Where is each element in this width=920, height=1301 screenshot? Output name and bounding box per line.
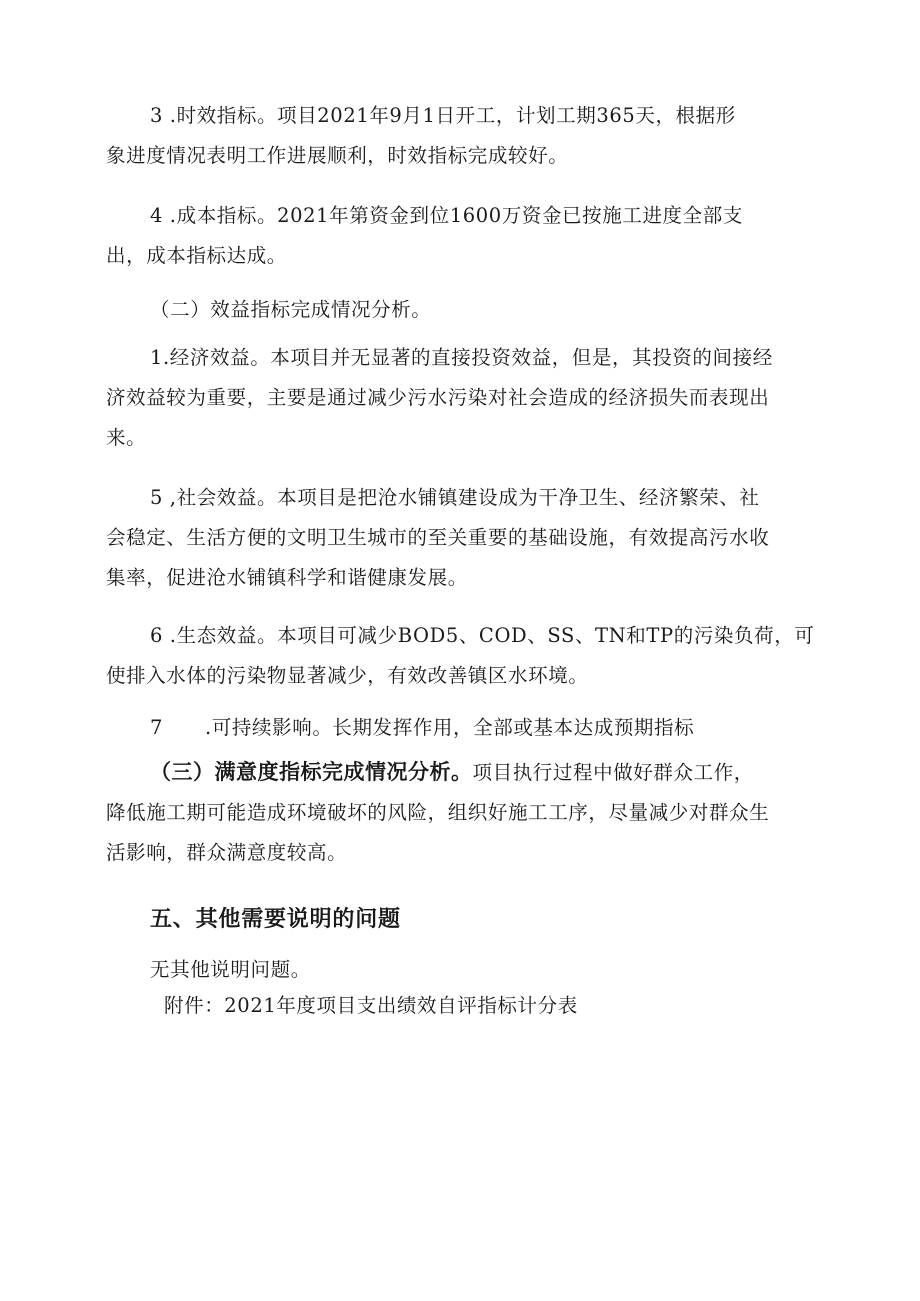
satisfaction-text: 项目执行过程中做好群众工作，	[472, 761, 754, 784]
paragraph-satisfaction	[106, 752, 818, 873]
paragraph-line: 活影响，群众满意度较高。	[106, 841, 348, 864]
paragraph-line: 降低施工期可能造成环境破坏的风险，组织好施工工序，尽量减少对群众生	[106, 801, 770, 824]
attachment-line: 附件：2021年度项目支出绩效自评指标计分表	[164, 994, 578, 1017]
paragraph-cost	[106, 196, 818, 276]
paragraph-line: .可持续影响。长期发挥作用，全部或基本达成预期指标	[205, 716, 695, 739]
paragraph-line: 象进度情况表明工作进展顺利，时效指标完成较好。	[106, 144, 569, 167]
paragraph-line	[150, 752, 818, 793]
paragraph-ecological-benefit	[106, 616, 818, 696]
paragraph-sustainability	[150, 708, 694, 748]
paragraph-line: 使排入水体的污染物显著减少，有效改善镇区水环境。	[106, 664, 589, 687]
paragraph-line: 6 .生态效益。本项目可减少BOD5、COD、SS、TN和TP的污染负荷，可	[150, 624, 815, 647]
paragraph-line: 济效益较为重要，主要是通过减少污水污染对社会造成的经济损失而表现出	[106, 386, 770, 409]
paragraph-line: 集率，促进沧水铺镇科学和谐健康发展。	[106, 566, 468, 589]
paragraph-line: 出，成本指标达成。	[106, 244, 287, 267]
paragraph-economic-benefit	[106, 338, 818, 458]
paragraph-line: 3 .时效指标。项目2021年9月1日开工，计划工期365天，根据形	[150, 104, 736, 127]
item-number: 7	[150, 716, 164, 739]
satisfaction-heading: （三）满意度指标完成情况分析。	[150, 760, 473, 784]
paragraph-line: 5 ,社会效益。本项目是把沧水铺镇建设成为干净卫生、经济繁荣、社	[150, 486, 760, 509]
section-heading-other-issues: 五、其他需要说明的问题	[150, 907, 401, 932]
paragraph-line: 1.经济效益。本项目并无显著的直接投资效益，但是，其投资的间接经	[150, 346, 773, 369]
paragraph-line: 4 .成本指标。2021年第资金到位1600万资金已按施工进度全部支	[150, 204, 743, 227]
paragraph-line: 来。	[106, 426, 147, 449]
subheading-benefit-analysis: （二）效益指标完成情况分析。	[150, 298, 432, 321]
paragraph-line: 会稳定、生活方便的文明卫生城市的至关重要的基础设施，有效提高污水收	[106, 526, 770, 549]
paragraph-timeliness	[106, 96, 818, 176]
paragraph-no-other-issues: 无其他说明问题。	[150, 958, 311, 981]
paragraph-social-benefit	[106, 478, 818, 598]
